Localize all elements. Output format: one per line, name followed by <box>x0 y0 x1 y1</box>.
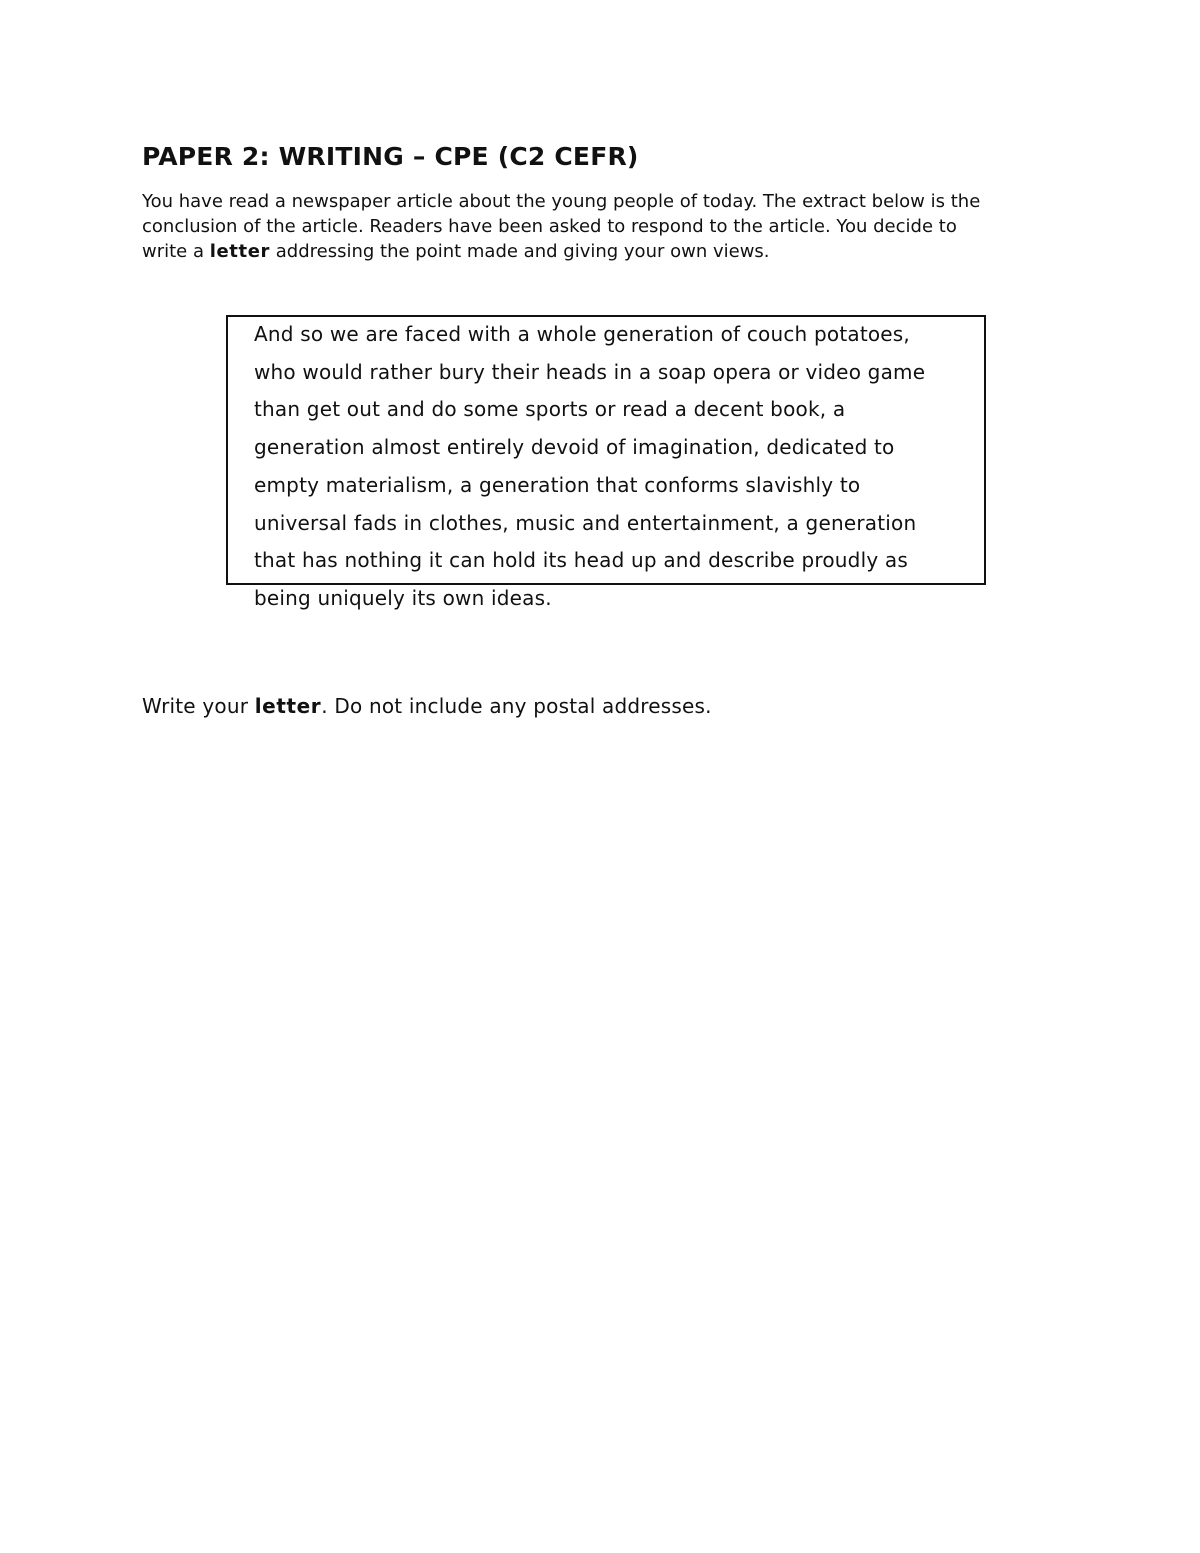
extract-line: who would rather bury their heads in a soap opera or video game <box>254 359 926 384</box>
instruction-letter-emphasis: letter <box>254 694 322 718</box>
intro-paragraph <box>142 189 1072 264</box>
intro-line-3-start: write a <box>142 241 210 262</box>
intro-line-2: conclusion of the article. Readers have been asked to respond to the article. You decide to <box>142 216 957 237</box>
extract-line: And so we are faced with a whole generation of couch potatoes, <box>254 322 910 346</box>
extract-line: generation almost entirely devoid of imagination, dedicated to <box>254 435 895 460</box>
instruction-end: . Do not include any postal addresses. <box>321 694 712 718</box>
extract-line: empty materialism, a generation that conforms slavishly to <box>254 472 861 497</box>
intro-line-1: You have read a newspaper article about the young people of today. The extract below is the <box>142 191 981 212</box>
article-extract <box>254 316 994 618</box>
task-instruction <box>142 692 712 720</box>
extract-line: than get out and do some sports or read a decent book, a <box>254 397 846 422</box>
intro-letter-emphasis: letter <box>209 241 271 262</box>
page-title: PAPER 2: WRITING – CPE (C2 CEFR) <box>142 142 639 171</box>
extract-line: universal fads in clothes, music and entertainment, a generation <box>254 510 917 535</box>
intro-line-3 <box>142 239 1072 264</box>
instruction-start: Write your <box>142 694 255 718</box>
extract-line: that has nothing it can hold its head up and describe proudly as <box>254 548 909 573</box>
intro-line-3-end: addressing the point made and giving your own views. <box>270 241 770 262</box>
extract-line: being uniquely its own ideas. <box>254 585 552 610</box>
